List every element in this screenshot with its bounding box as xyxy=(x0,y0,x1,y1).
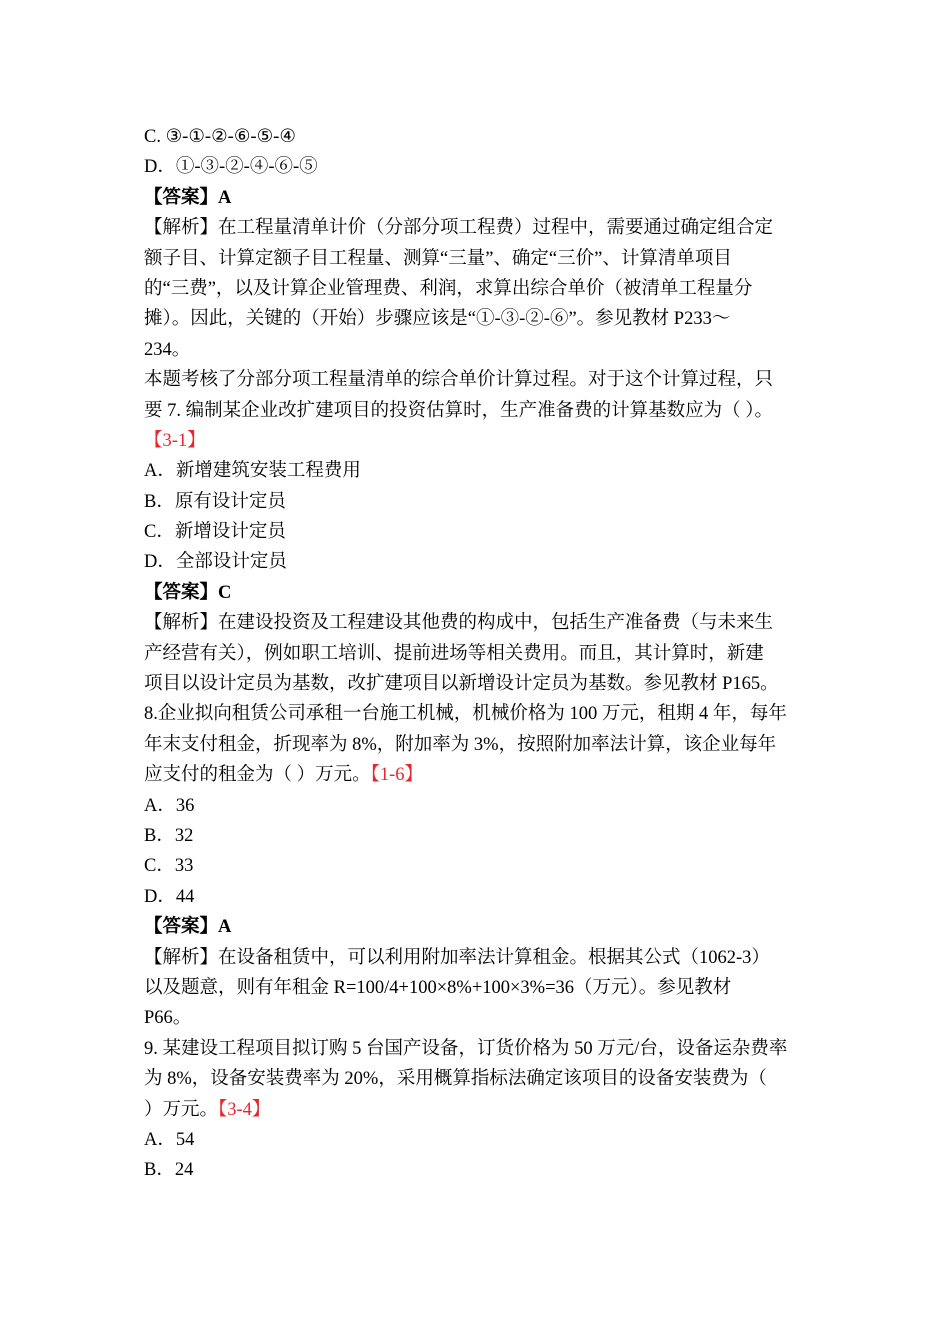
q6-analysis-line: 的“三费”，以及计算企业管理费、利润，求算出综合单价（被清单工程量分 xyxy=(144,278,753,299)
q7-option-b: B．原有设计定员 xyxy=(144,491,286,512)
q8-option-a: A．36 xyxy=(144,795,195,816)
q9-option-b: B．24 xyxy=(144,1160,194,1181)
q8-option-c: C．33 xyxy=(144,856,194,877)
q9-option-a: A．54 xyxy=(144,1129,195,1150)
q8-answer: 【答案】A xyxy=(144,917,232,938)
q6-analysis-line: 234。 xyxy=(144,339,191,360)
q9-chapter-tag: 【3-4】 xyxy=(218,1099,271,1120)
q8-option-b: B．32 xyxy=(144,825,194,846)
q7-option-c: C．新增设计定员 xyxy=(144,522,286,543)
q7-analysis-line: 项目以设计定员为基数，改扩建项目以新增设计定员为基数。参见教材 P165。 xyxy=(144,674,779,695)
document-page xyxy=(144,122,814,1186)
q9-stem-line: 9. 某建设工程项目拟订购 5 台国产设备，订货价格为 50 万元/台，设备运杂费率 xyxy=(144,1038,788,1059)
q8-chapter-tag: 【1-6】 xyxy=(370,765,424,786)
q7-option-a: A．新增建筑安装工程费用 xyxy=(144,461,361,482)
q8-stem-line: 8.企业拟向租赁公司承租一台施工机械，机械价格为 100 万元，租期 4 年，每年 xyxy=(144,704,787,725)
q8-stem-last-line xyxy=(144,760,814,790)
q7-option-d: D．全部设计定员 xyxy=(144,552,287,573)
q8-stem-line: 年末支付租金，折现率为 8%，附加率为 3%，按照附加率法计算，该企业每年 xyxy=(144,734,777,755)
q8-analysis-line: 【解析】在设备租赁中，可以利用附加率法计算租金。根据其公式（1062-3） xyxy=(144,947,770,968)
q8-option-d: D．44 xyxy=(144,886,195,907)
q6-option-d: D．①-③-②-④-⑥-⑤ xyxy=(144,157,318,178)
q7-analysis-line: 产经营有关），例如职工培训、提前进场等相关费用。而且，其计算时，新建 xyxy=(144,643,764,664)
q6-analysis-line: 额子目、计算定额子目工程量、测算“三量”、确定“三价”、计算清单项目 xyxy=(144,248,732,269)
q8-stem-text: 应支付的租金为（ ）万元。 xyxy=(144,765,371,786)
q6-answer: 【答案】A xyxy=(144,187,232,208)
q7-stem: 要 7. 编制某企业改扩建项目的投资估算时，生产准备费的计算基数应为（ ）。 xyxy=(144,400,774,421)
q9-stem-line: 为 8%，设备安装费率为 20%，采用概算指标法确定该项目的设备安装费为（ xyxy=(144,1069,767,1090)
q6-option-c: C. ③-①-②-⑥-⑤-④ xyxy=(144,127,296,147)
q7-chapter-tag: 【3-1】 xyxy=(144,430,206,451)
q9-stem-text: ）万元。 xyxy=(144,1099,219,1120)
q6-analysis-line: 摊）。因此，关键的（开始）步骤应该是“①-③-②-⑥”。参见教材 P233～ xyxy=(144,309,731,330)
q6-analysis-line: 【解析】在工程量清单计价（分部分项工程费）过程中，需要通过确定组合定 xyxy=(144,218,774,239)
q9-stem-last-line xyxy=(144,1095,814,1125)
q7-analysis-line: 【解析】在建设投资及工程建设其他费的构成中，包括生产准备费（与未来生 xyxy=(144,613,774,634)
q7-answer: 【答案】C xyxy=(144,582,232,603)
q8-analysis-line: 以及题意，则有年租金 R=100/4+100×8%+100×3%=36（万元）。参见教材 xyxy=(144,977,732,998)
q6-note-line: 本题考核了分部分项工程量清单的综合单价计算过程。对于这个计算过程，只 xyxy=(144,370,774,391)
q8-analysis-line: P66。 xyxy=(144,1008,192,1029)
